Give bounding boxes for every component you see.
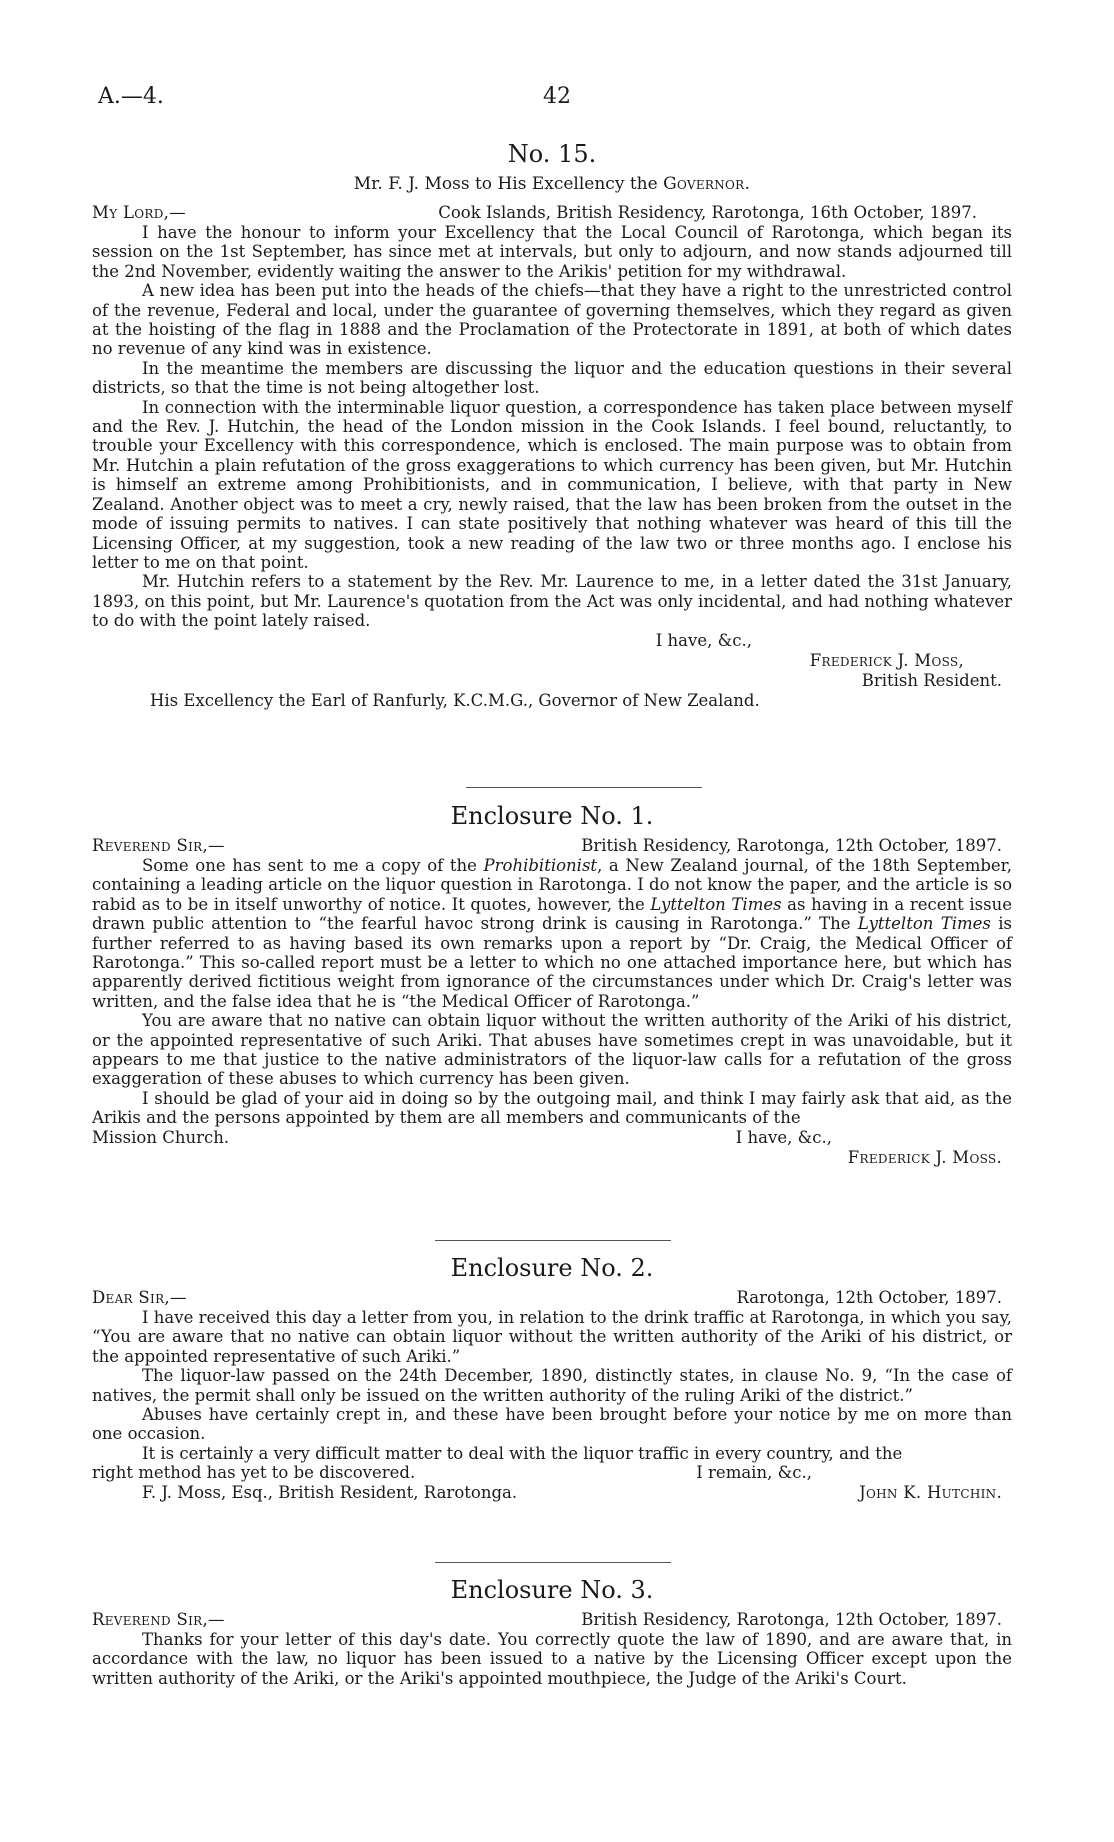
subtitle-recipient: Governor. xyxy=(663,174,751,194)
signature: John K. Hutchin. xyxy=(859,1483,1002,1503)
divider xyxy=(435,1240,671,1241)
paragraph: You are aware that no native can obtain liquor without the written authority of the Ariki of his district, or the appointed representative of such Ariki. That abuses have sometimes crept in was unavoidable, but it appears to me that justice to the native administrators of the liquor-law calls for a refutation of the gross exaggeration of these abuses to which currency has been given. xyxy=(92,1011,1012,1089)
newspaper-title: Lyttelton Times xyxy=(650,894,782,914)
closing-line xyxy=(92,1463,1012,1483)
salutation-line xyxy=(92,1288,1012,1308)
divider xyxy=(435,1562,671,1563)
dateline: British Residency, Rarotonga, 12th October, 1897. xyxy=(581,836,1002,855)
salutation-line xyxy=(92,203,1012,223)
enclosure-title: Enclosure No. 2. xyxy=(450,1254,654,1282)
journal-title: Prohibitionist xyxy=(483,856,598,875)
salutation-line xyxy=(92,1610,1012,1630)
closing-line xyxy=(92,1128,1012,1148)
last-line: Mission Church. xyxy=(92,1127,230,1147)
signature: Frederick J. Moss. xyxy=(847,1147,1002,1167)
dateline: Rarotonga, 12th October, 1897. xyxy=(736,1288,1002,1307)
dateline: British Residency, Rarotonga, 12th October, 1897. xyxy=(581,1610,1002,1629)
salutation-line xyxy=(92,836,1012,856)
paragraph: Mr. Hutchin refers to a statement by the Rev. Mr. Laurence to me, in a letter dated the 31st January, 1893, on this point, but Mr. Laurence's quotation from the Act was only incidental, and had nothing whatever to do with the point lately raised. xyxy=(92,572,1012,631)
text: , a New Zealand journal, of the 18th September, containing a leading article on the liquor question in Rarotonga. I do not know the paper, and the article is so rabid as to be in itself unworthy of notice. It quotes, however, the xyxy=(92,856,1012,914)
letter-subtitle xyxy=(92,174,1012,194)
paragraph: Abuses have certainly crept in, and these have been brought before your notice by me on more than one occasion. xyxy=(92,1405,1012,1444)
salutation: Reverend Sir,— xyxy=(92,1610,225,1629)
paragraph: I should be glad of your aid in doing so by the outgoing mail, and think I may fairly ask that aid, as the Arikis and the persons appointed by them are all members and communicants of the xyxy=(92,1088,1012,1128)
text: Some one has sent to me a copy of the xyxy=(142,856,484,875)
last-line: right method has yet to be discovered. xyxy=(92,1463,416,1483)
closing: I have, &c., xyxy=(655,630,752,650)
addressee-line xyxy=(92,1483,1012,1503)
paragraph: I have the honour to inform your Excellency that the Local Council of Rarotonga, which began its session on the 1st September, has since met at intervals, but only to adjourn, and now stands adjourned till the 2nd November, evidently waiting the answer to the Arikis' petition for my withdrawal. xyxy=(92,223,1012,281)
page-number: 42 xyxy=(543,84,571,109)
paragraph xyxy=(92,856,1012,1011)
closing: I remain, &c., xyxy=(696,1463,812,1483)
signature-title: British Resident. xyxy=(861,670,1002,690)
enclosure3-body xyxy=(92,1610,1012,1688)
closing: I have, &c., xyxy=(735,1127,832,1147)
salutation: My Lord,— xyxy=(92,203,186,222)
signature: Frederick J. Moss, xyxy=(809,650,964,670)
newspaper-title: Lyttelton Times xyxy=(857,914,991,934)
addressee: His Excellency the Earl of Ranfurly, K.C.M.G., Governor of New Zealand. xyxy=(150,690,760,710)
letter15-body xyxy=(92,203,1012,711)
salutation: Reverend Sir,— xyxy=(92,836,225,855)
text: is further referred to as having based its own remarks upon a report by “Dr. Craig, the Medical Officer of Rarotonga.” This so-called report must be a letter to which no one attached importance here, but which has apparently derived fictitious weight from ignorance of the circumstances under which Dr. Craig's letter was written, and the false idea that he is “the Medical Officer of Rarotonga.” xyxy=(92,914,1013,1011)
paragraph: Thanks for your letter of this day's date. You correctly quote the law of 1890, and are aware that, in accordance with the law, no liquor has been issued to a native by the Licensing Officer except upon the written authority of the Ariki, or the Ariki's appointed mouthpiece, the Judge of the Ariki's Court. xyxy=(92,1630,1012,1688)
letter-number: No. 15. xyxy=(507,140,597,168)
series-reference: A.—4. xyxy=(98,84,164,109)
divider xyxy=(466,787,702,788)
subtitle-text: Mr. F. J. Moss to His Excellency the xyxy=(353,174,664,194)
paragraph: I have received this day a letter from you, in relation to the drink traffic at Rarotonga, in which you say, “You are aware that no native can obtain liquor without the written authority of the Ariki of his district, or the appointed representative of such Ariki.” xyxy=(92,1308,1012,1366)
paragraph: In the meantime the members are discussing the liquor and the education questions in their several districts, so that the time is not being altogether lost. xyxy=(92,358,1012,398)
text: as having in a recent issue drawn public attention to “the fearful havoc strong drink is causing in Rarotonga.” The xyxy=(92,894,1012,934)
paragraph: The liquor-law passed on the 24th December, 1890, distinctly states, in clause No. 9, “In the case of natives, the permit shall only be issued on the written authority of the ruling Ariki of the district.” xyxy=(92,1366,1012,1405)
enclosure-title: Enclosure No. 1. xyxy=(450,802,654,830)
paragraph: It is certainly a very difficult matter to deal with the liquor traffic in every country, and the xyxy=(142,1443,903,1463)
salutation: Dear Sir,— xyxy=(92,1288,187,1307)
addressee: F. J. Moss, Esq., British Resident, Rarotonga. xyxy=(142,1483,518,1503)
enclosure1-body xyxy=(92,836,1012,1168)
enclosure-title: Enclosure No. 3. xyxy=(450,1576,654,1604)
enclosure2-body xyxy=(92,1288,1012,1503)
paragraph: In connection with the interminable liquor question, a correspondence has taken place between myself and the Rev. J. Hutchin, the head of the London mission in the Cook Islands. I feel bound, reluctantly, to trouble your Excellency with this correspondence, which is enclosed. The main purpose was to obtain from Mr. Hutchin a plain refutation of the gross exaggerations to which currency has been given, but Mr. Hutchin is himself an extreme among Prohibitionists, and in communication, I believe, with that party in New Zealand. Another object was to meet a cry, newly raised, that the law has been broken from the outset in the mode of issuing permits to natives. I can state positively that nothing whatever was heard of this till the Licensing Officer, at my suggestion, took a new reading of the law two or three months ago. I enclose his letter to me on that point. xyxy=(92,397,1012,572)
paragraph: A new idea has been put into the heads of the chiefs—that they have a right to the unrestricted control of the revenue, Federal and local, under the guarantee of governing themselves, which they regard as given at the hoisting of the flag in 1888 and the Proclamation of the Protectorate in 1891, at both of which dates no revenue of any kind was in existence. xyxy=(92,281,1012,359)
dateline: Cook Islands, British Residency, Rarotonga, 16th October, 1897. xyxy=(438,203,977,222)
